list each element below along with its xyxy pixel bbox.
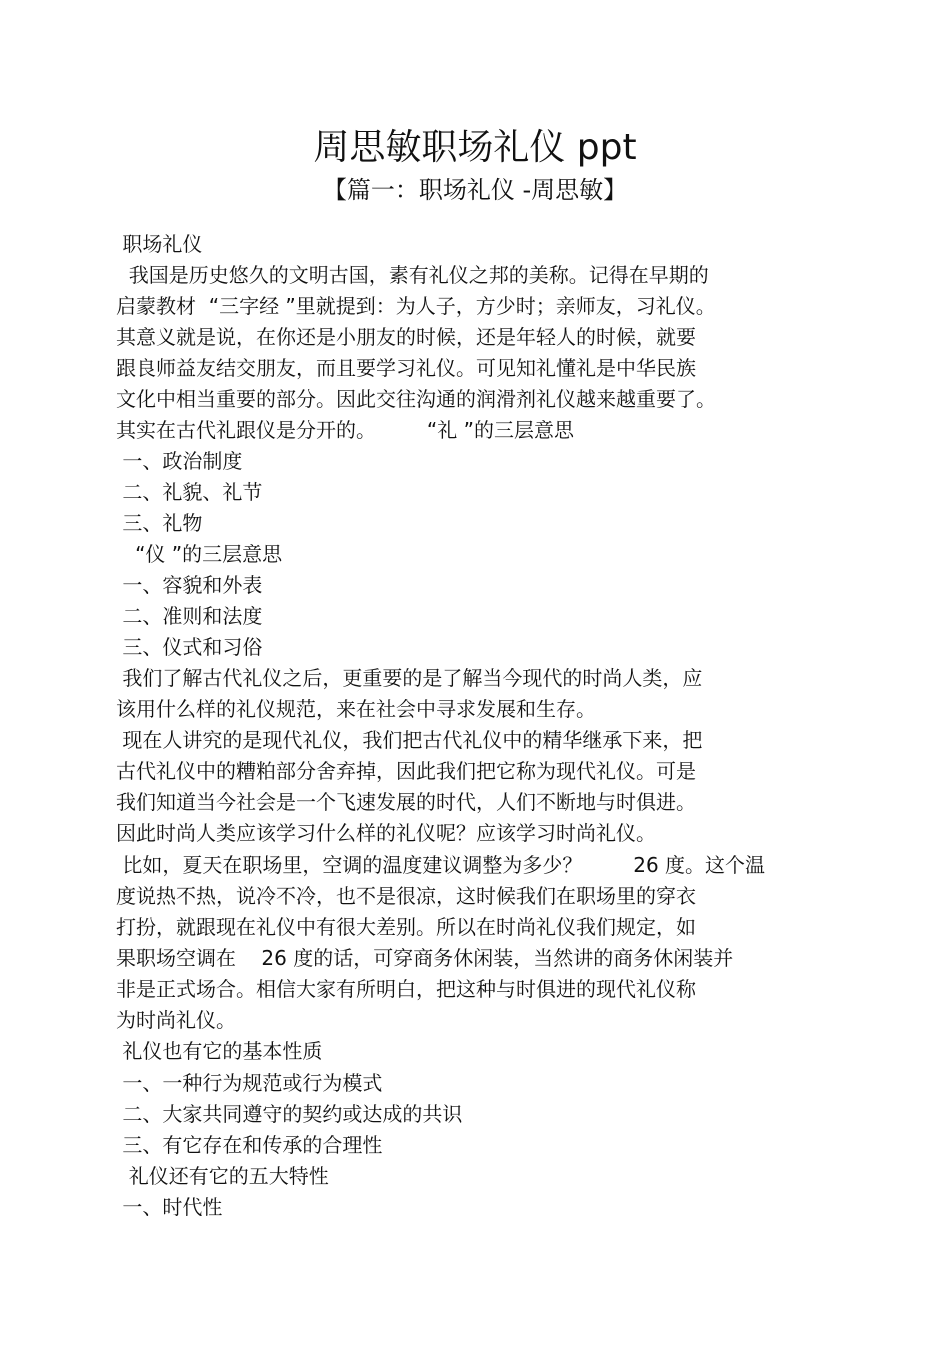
paragraph-line: 我国是历史悠久的文明古国，素有礼仪之邦的美称。记得在早期的	[116, 263, 709, 287]
paragraph-line: 为时尚礼仪。	[116, 1008, 236, 1032]
paragraph-line: 该用什么样的礼仪规范，来在社会中寻求发展和生存。	[116, 697, 596, 721]
paragraph-line: 文化中相当重要的部分。因此交往沟通的润滑剂礼仪越来越重要了。	[116, 387, 716, 411]
list-item: 三、礼物	[116, 511, 203, 535]
paragraph-line: 跟良师益友结交朋友，而且要学习礼仪。可见知礼懂礼是中华民族	[116, 356, 696, 380]
list-item: 一、政治制度	[116, 449, 243, 473]
paragraph-line: 度说热不热，说冷不冷，也不是很凉，这时候我们在职场里的穿衣	[116, 884, 696, 908]
document-title: 周思敏职场礼仪 ppt	[313, 127, 637, 168]
paragraph-line: 礼仪还有它的五大特性	[116, 1164, 329, 1188]
list-item: 三、仪式和习俗	[116, 635, 263, 659]
paragraph-line: 我们知道当今社会是一个飞速发展的时代，人们不断地与时俱进。	[116, 790, 696, 814]
paragraph-line: 因此时尚人类应该学习什么样的礼仪呢？应该学习时尚礼仪。	[116, 821, 656, 845]
paragraph-line: 我们了解古代礼仪之后，更重要的是了解当今现代的时尚人类，应	[116, 666, 703, 690]
list-item: 一、一种行为规范或行为模式	[116, 1071, 383, 1095]
paragraph-line: 非是正式场合。相信大家有所明白，把这种与时俱进的现代礼仪称	[116, 977, 696, 1001]
paragraph-line: 启蒙教材 “三字经 ”里就提到：为人子，方少时；亲师友，习礼仪。	[116, 294, 716, 318]
paragraph-line: 果职场空调在 26 度的话，可穿商务休闲装，当然讲的商务休闲装并	[116, 946, 734, 970]
paragraph-line: 其实在古代礼跟仪是分开的。 “礼 ”的三层意思	[116, 418, 574, 442]
list-item: 一、容貌和外表	[116, 573, 263, 597]
paragraph-line: 比如，夏天在职场里，空调的温度建议调整为多少？ 26 度。这个温	[116, 853, 766, 877]
paragraph-line: 职场礼仪	[116, 232, 203, 256]
paragraph-line: 其意义就是说，在你还是小朋友的时候，还是年轻人的时候，就要	[116, 325, 696, 349]
list-item: 二、准则和法度	[116, 604, 263, 628]
list-item: 二、大家共同遵守的契约或达成的共识	[116, 1102, 463, 1126]
document-subtitle: 【篇一：职场礼仪 -周思敏】	[322, 176, 628, 204]
paragraph-line: 现在人讲究的是现代礼仪，我们把古代礼仪中的精华继承下来，把	[116, 728, 703, 752]
list-item: 二、礼貌、礼节	[116, 480, 263, 504]
paragraph-line: 古代礼仪中的糟粕部分舍弃掉，因此我们把它称为现代礼仪。可是	[116, 759, 696, 783]
list-item: 三、有它存在和传承的合理性	[116, 1133, 383, 1157]
paragraph-line: 礼仪也有它的基本性质	[116, 1039, 323, 1063]
list-item: 一、时代性	[116, 1195, 223, 1219]
paragraph-line: 打扮，就跟现在礼仪中有很大差别。所以在时尚礼仪我们规定，如	[116, 915, 696, 939]
paragraph-line: “仪 ”的三层意思	[116, 542, 283, 566]
